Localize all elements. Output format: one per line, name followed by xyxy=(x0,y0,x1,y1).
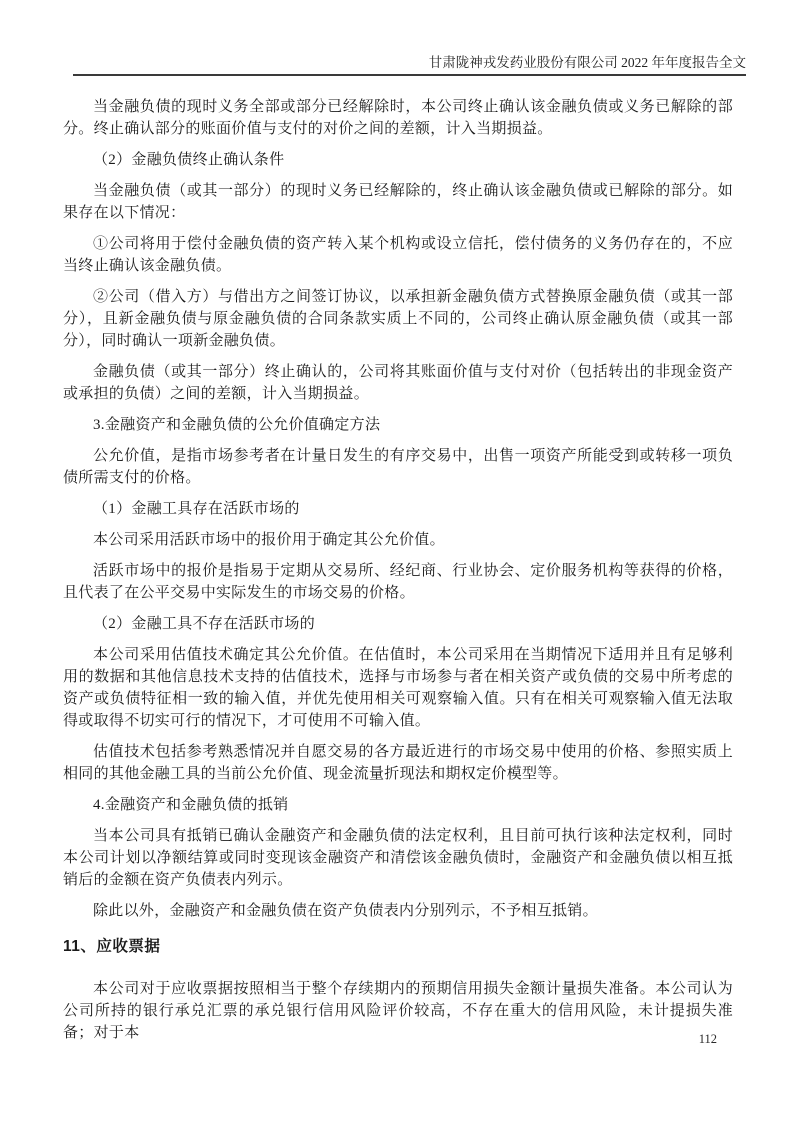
document-body xyxy=(63,96,733,1053)
paragraph: 当金融负债的现时义务全部或部分已经解除时，本公司终止确认该金融负债或义务已解除的部分。终止确认部分的账面价值与支付的对价之间的差额，计入当期损益。 xyxy=(63,99,733,137)
paragraph: 估值技术包括参考熟悉情况并自愿交易的各方最近进行的市场交易中使用的价格、参照实质上相同的其他金融工具的当前公允价值、现金流量折现法和期权定价模型等。 xyxy=(63,744,733,782)
page-number: 112 xyxy=(698,1032,717,1046)
paragraph: 当本公司具有抵销已确认金融资产和金融负债的法定权利，且目前可执行该种法定权利，同时本公司计划以净额结算或同时变现该金融资产和清偿该金融负债时，金融资产和金融负债以相互抵销后的金额在资产负债表内列示。 xyxy=(63,828,733,888)
paragraph: 本公司对于应收票据按照相当于整个存续期内的预期信用损失金额计量损失准备。本公司认为公司所持的银行承兑汇票的承兑银行信用风险评价较高，不存在重大的信用风险，未计提损失准备；对于本 xyxy=(63,981,733,1041)
paragraph: ①公司将用于偿付金融负债的资产转入某个机构或设立信托，偿付债务的义务仍存在的，不应当终止确认该金融负债。 xyxy=(63,236,733,274)
paragraph: 本公司采用活跃市场中的报价用于确定其公允价值。 xyxy=(93,532,445,548)
paragraph: 除此以外，金融资产和金融负债在资产负债表内分别列示，不予相互抵销。 xyxy=(93,903,598,919)
subheading: （2）金融工具不存在活跃市场的 xyxy=(93,616,316,632)
page-header: 甘肃陇神戎发药业股份有限公司 2022 年年度报告全文 xyxy=(73,54,746,76)
paragraph: ②公司（借入方）与借出方之间签订协议，以承担新金融负债方式替换原金融负债（或其一部分），且新金融负债与原金融负债的合同条款实质上不同的，公司终止确认原金融负债（或其一部分），同时确认一项新金融负债。 xyxy=(63,289,733,349)
subheading: 3.金融资产和金融负债的公允价值确定方法 xyxy=(93,417,381,433)
paragraph: 当金融负债（或其一部分）的现时义务已经解除的，终止确认该金融负债或已解除的部分。如果存在以下情况： xyxy=(63,183,733,221)
paragraph: 金融负债（或其一部分）终止确认的，公司将其账面价值与支付对价（包括转出的非现金资产或承担的负债）之间的差额，计入当期损益。 xyxy=(63,364,733,402)
section-heading: 11、应收票据 xyxy=(63,938,161,955)
paragraph: 公允价值，是指市场参考者在计量日发生的有序交易中，出售一项资产所能受到或转移一项负债所需支付的价格。 xyxy=(63,448,733,486)
paragraph: 活跃市场中的报价是指易于定期从交易所、经纪商、行业协会、定价服务机构等获得的价格，且代表了在公平交易中实际发生的市场交易的价格。 xyxy=(63,563,733,601)
paragraph: 本公司采用估值技术确定其公允价值。在估值时，本公司采用在当期情况下适用并且有足够利用的数据和其他信息技术支持的估值技术，选择与市场参与者在相关资产或负债的交易中所考虑的资产或负债特征相一致的输入值，并优先使用相关可观察输入值。只有在相关可观察输入值无法取得或取得不切实可行的情况下，才可使用不可输入值。 xyxy=(63,647,733,729)
subheading: （1）金融工具存在活跃市场的 xyxy=(93,501,300,517)
subheading: （2）金融负债终止确认条件 xyxy=(93,152,285,168)
subheading: 4.金融资产和金融负债的抵销 xyxy=(93,797,289,813)
